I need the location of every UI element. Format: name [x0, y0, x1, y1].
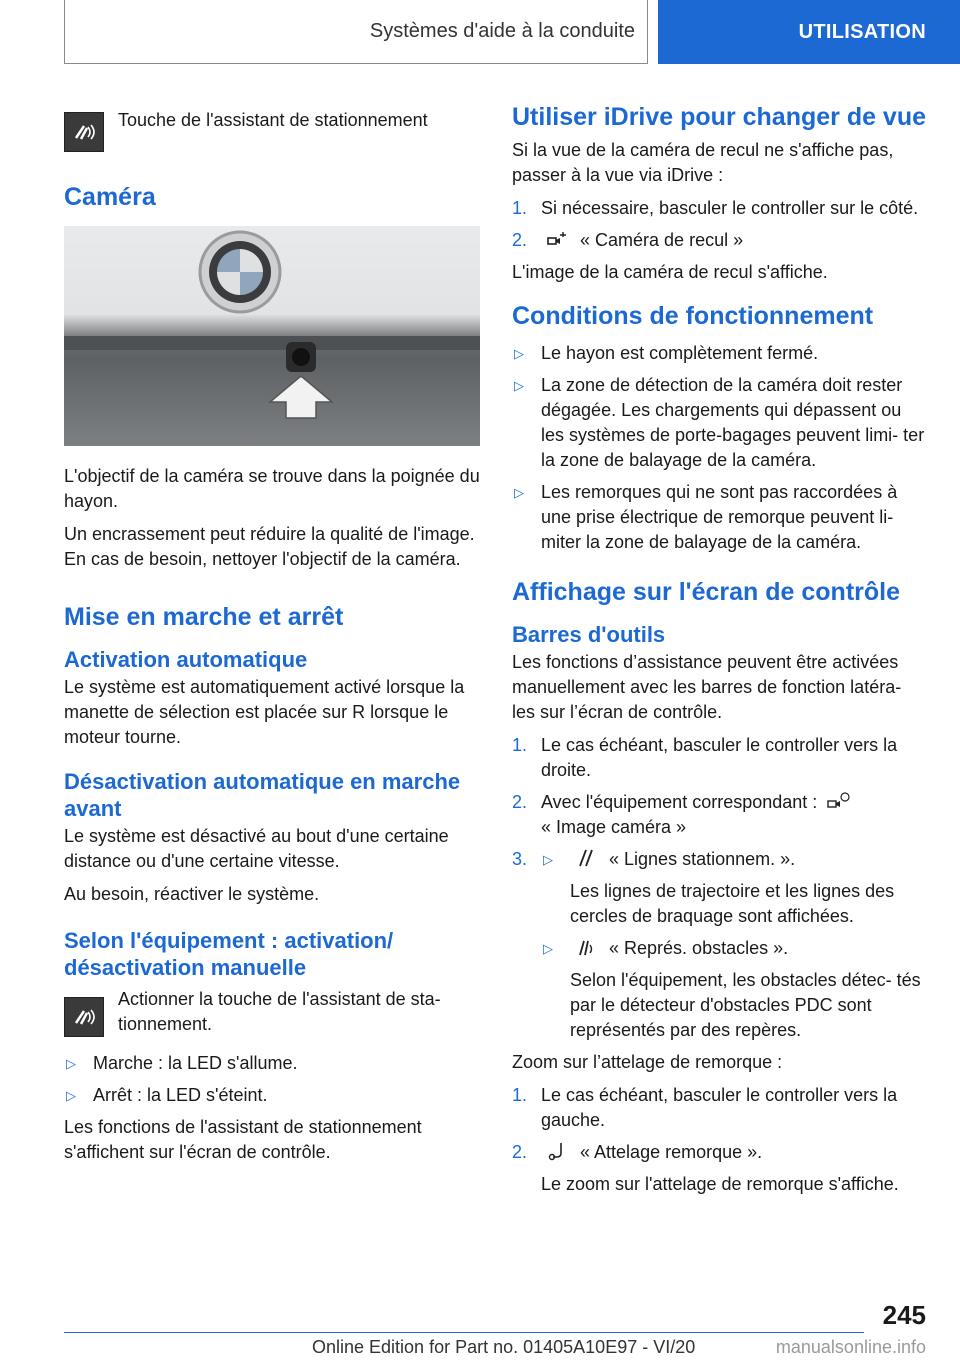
display-note: Les fonctions de l'assistant de stationnement s'affichent sur l'écran de contrôle.: [64, 1117, 422, 1162]
list-item: 3. ▷ « Lignes stationnem. ». Les lignes de trajectoire et les lignes des cercles de braquage sont affichées. ▷ « Représ. obstacles ». Selon l'équipement, les obstacles détec- tés par le détecteur d'obstacles PDC sont représentés par des repères.: [512, 847, 926, 1043]
toolbars-intro: Les fonctions d’assistance peuvent être activées manuellement avec les barres de fonction latéra- les sur l’écran de contrôle.: [512, 652, 902, 722]
manual-activation-heading: Selon l'équipement : activation/ désactivation manuelle: [64, 928, 394, 980]
list-item: 1. Le cas échéant, basculer le controller vers la droite.: [512, 735, 898, 780]
tailgate-camera-illustration: [64, 226, 480, 446]
triangle-bullet-icon: ▷: [514, 485, 524, 500]
left-column: [64, 100, 482, 1173]
footer-divider: [64, 1332, 864, 1333]
auto-deactivation-heading: Désactivation automatique en marche avant: [64, 769, 461, 821]
header-chapter-tab: UTILISATION: [658, 0, 960, 64]
trailer-hitch-icon: [545, 1141, 571, 1161]
list-item: 2. « Attelage remorque ». Le zoom sur l'attelage de remorque s'affiche.: [512, 1140, 926, 1197]
manual-key-note: [64, 987, 482, 1037]
manual-key-label: Actionner la touche de l'assistant de sta- tionnement.: [118, 989, 441, 1034]
onoff-heading: Mise en marche et arrêt: [64, 603, 344, 631]
footer-edition: Online Edition for Part no. 01405A10E97 - VI/20: [312, 1337, 696, 1357]
triangle-bullet-icon: ▷: [543, 852, 553, 867]
camera-cleaning-note: Un encrassement peut réduire la qualité de l'image. En cas de besoin, nettoyer l'objectif de la caméra.: [64, 524, 475, 569]
led-status-list: [64, 1051, 482, 1108]
zoom-intro: Zoom sur l’attelage de remorque :: [512, 1052, 783, 1072]
sub-item: ▷ « Représ. obstacles ». Selon l'équipement, les obstacles détec- tés par le détecteur d'obstacles PDC sont représentés par des repères.: [541, 936, 926, 1043]
idrive-steps: [512, 196, 926, 253]
parking-lines-description: Les lignes de trajectoire et les lignes des cercles de braquage sont affichées.: [570, 881, 895, 926]
list-item: ▷ La zone de détection de la caméra doit rester dégagée. Les chargements qui dépassent ou les systèmes de porte-bagages peuvent limi- ter la zone de balayage de la caméra.: [514, 375, 925, 470]
parking-key-label: Touche de l'assistant de stationnement: [118, 110, 428, 130]
auto-deactivation-text: Le système est désactivé au bout d'une certaine distance ou d'une certaine vitesse.: [64, 826, 449, 871]
camera-image-icon: [826, 791, 852, 811]
list-item: ▷ Marche : la LED s'allume.: [64, 1051, 482, 1076]
list-item: 1. Si nécessaire, basculer le controller sur le côté.: [512, 198, 919, 218]
triangle-bullet-icon: ▷: [66, 1088, 76, 1103]
footer-watermark: manualsonline.info: [775, 1337, 926, 1357]
toolbar-steps: [512, 733, 926, 1043]
right-column: [512, 100, 926, 1204]
reactivate-text: Au besoin, réactiver le système.: [64, 884, 320, 904]
zoom-steps: [512, 1083, 926, 1197]
triangle-bullet-icon: ▷: [514, 378, 524, 393]
camera-lens-location: L'objectif de la caméra se trouve dans la poignée du hayon.: [64, 466, 480, 511]
list-item: 2. « Caméra de recul »: [512, 230, 744, 250]
display-heading: Affichage sur l'écran de contrôle: [512, 578, 900, 606]
conditions-heading: Conditions de fonctionnement: [512, 302, 874, 330]
list-item: 2. Avec l'équipement correspondant : « Image caméra »: [512, 790, 926, 840]
parking-assistant-key-icon: [64, 112, 104, 152]
list-item: ▷ Les remorques qui ne sont pas raccordées à une prise électrique de remorque peuvent li- miter la zone de balayage de la caméra.: [514, 482, 898, 552]
obstacle-display-description: Selon l'équipement, les obstacles détec- tés par le détecteur d'obstacles PDC sont représentés par des repères.: [570, 970, 921, 1040]
header-section-title: Systèmes d'aide à la conduite: [64, 0, 648, 64]
zoom-result: Le zoom sur l'attelage de remorque s'affiche.: [541, 1174, 899, 1194]
idrive-heading: Utiliser iDrive pour changer de vue: [512, 103, 927, 131]
parking-assistant-key-icon: [64, 997, 104, 1037]
auto-activation-text: Le système est automatiquement activé lorsque la manette de sélection est placée sur R lorsque le moteur tourne.: [64, 677, 465, 747]
auto-activation-heading: Activation automatique: [64, 647, 308, 672]
triangle-bullet-icon: ▷: [66, 1056, 76, 1071]
page-number: 245: [882, 1300, 926, 1330]
sub-item: ▷ « Lignes stationnem. ». Les lignes de trajectoire et les lignes des cercles de braquage sont affichées.: [541, 847, 926, 929]
idrive-intro: Si la vue de la caméra de recul ne s'affiche pas, passer à la vue via iDrive :: [512, 140, 894, 185]
rear-camera-icon: [545, 229, 571, 249]
list-item: ▷ Le hayon est complètement fermé.: [512, 341, 926, 366]
camera-heading: Caméra: [64, 183, 156, 211]
idrive-result: L'image de la caméra de recul s'affiche.: [512, 262, 828, 282]
rear-camera-photo: [64, 226, 480, 446]
conditions-list: [512, 341, 926, 555]
toolbars-heading: Barres d'outils: [512, 622, 666, 647]
list-item: 1. Le cas échéant, basculer le controller vers la gauche.: [512, 1085, 898, 1130]
parking-key-note: [64, 108, 482, 152]
list-item: ▷ Arrêt : la LED s'éteint.: [64, 1083, 482, 1108]
triangle-bullet-icon: ▷: [543, 941, 553, 956]
parking-lines-icon: [574, 848, 600, 868]
obstacle-display-icon: [574, 937, 600, 957]
triangle-bullet-icon: ▷: [514, 346, 524, 361]
